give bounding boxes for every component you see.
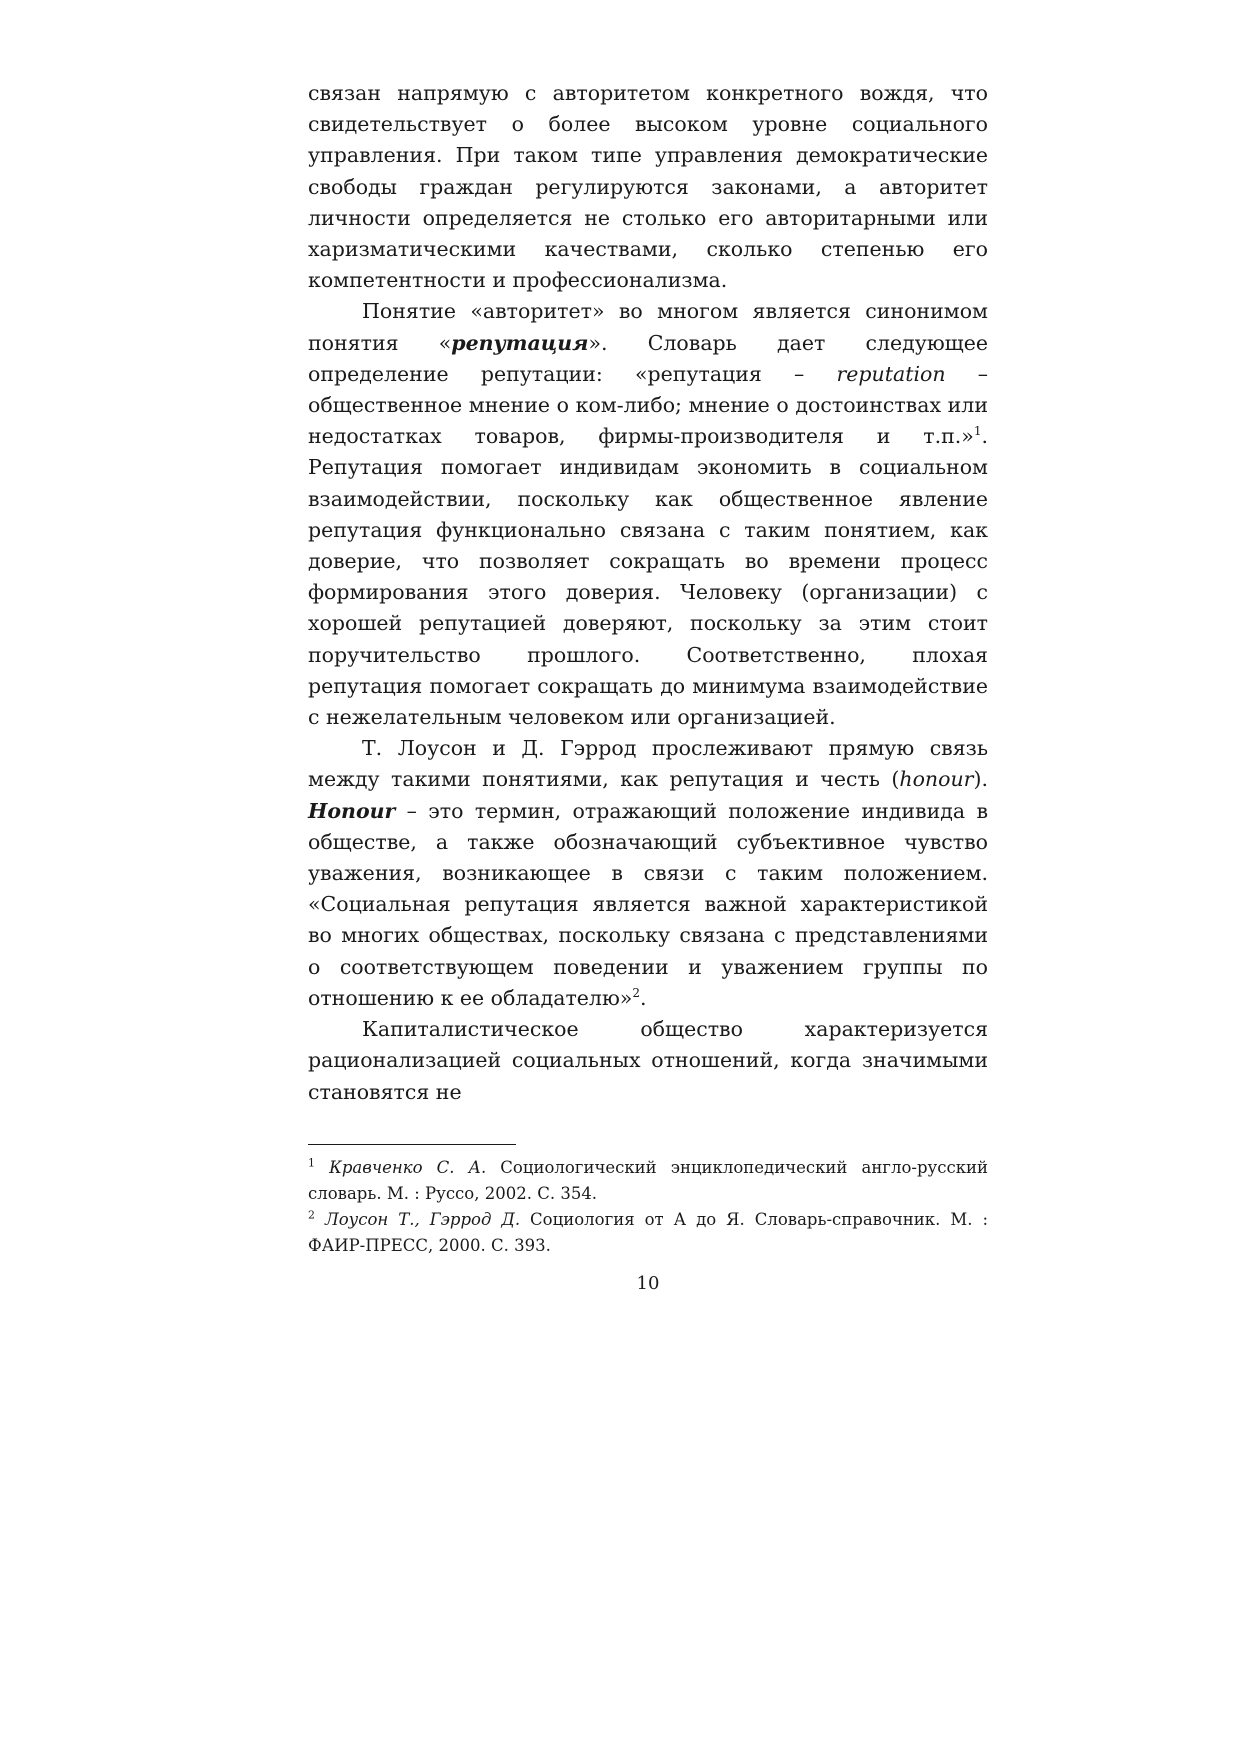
- paragraph-2-definition: – общественное мнение о ком-либо; мнение о достоинствах или недостатках товаров, фирмы-производителя и т.п.»: [308, 361, 988, 449]
- footnote-2-number: 2: [308, 1208, 315, 1222]
- paragraph-3-separator: ).: [973, 767, 988, 792]
- footnote-1: [308, 1155, 988, 1207]
- paragraph-4: [308, 1014, 988, 1108]
- term-reputation-en: reputation: [836, 361, 946, 386]
- term-honour-en: honour: [899, 767, 974, 792]
- paragraph-2-intro: Понятие «авторитет» во многом является синонимом понятия «: [308, 299, 988, 355]
- paragraph-1: [308, 78, 988, 296]
- paragraph-1-text: связан напрямую с авторитетом конкретного вождя, что свидетельствует о более высоком уровне социального управления. При таком типе управления демократические свободы граждан регулируются законами, а авторитет личности определяется не столько его авторитарными или харизматическими качествами, сколько степенью его компетентности и профессионализма.: [308, 81, 988, 293]
- paragraph-3-rest: – это термин, отражающий положение индивида в обществе, а также обозначающий субъективное чувство уважения, возникающее в связи с таким положением. «Социальная репутация является важной характеристикой во многих обществах, поскольку связана с представлениями о соответствующем поведении и уважением группы по отношению к ее обладателю»: [308, 798, 988, 1010]
- paragraph-4-text: Капиталистическое общество характеризуется рационализацией социальных отношений, когда значимыми становятся не: [308, 1017, 988, 1104]
- footnote-1-text: Социологический энциклопедический англо-русский словарь. М. : Руссо, 2002. С. 354.: [308, 1157, 989, 1203]
- footnote-2-text: Социология от А до Я. Словарь-справочник. М. : ФАИР-ПРЕСС, 2000. С. 393.: [308, 1209, 988, 1255]
- footnote-1-author: Кравченко С. А.: [329, 1157, 487, 1177]
- footnote-2: [308, 1207, 988, 1259]
- footnote-ref-2[interactable]: 2: [632, 986, 640, 1001]
- paragraph-2-definition-lead: ». Словарь дает следующее определение репутации: «репутация –: [308, 330, 988, 386]
- page: [308, 78, 988, 1297]
- footnote-1-number: 1: [308, 1156, 315, 1170]
- paragraph-2: [308, 296, 988, 733]
- footnote-divider: [308, 1144, 516, 1145]
- term-honour-bold: Honour: [308, 798, 396, 823]
- paragraph-3-end: .: [639, 985, 647, 1010]
- footnote-2-author: Лоусон Т., Гэррод Д.: [324, 1209, 521, 1229]
- paragraph-3: [308, 733, 988, 1014]
- paragraph-3-intro: Т. Лоусон и Д. Гэррод прослеживают прямую связь между такими понятиями, как репутация и честь (: [308, 736, 988, 792]
- paragraph-2-rest: . Репутация помогает индивидам экономить в социальном взаимодействии, поскольку как общественное явление репутация функционально связана с таким понятием, как доверие, что позволяет сокращать во времени процесс формирования этого доверия. Человеку (организации) с хорошей репутацией доверяют, поскольку за этим стоит поручительство прошлого. Соответственно, плохая репутация помогает сокращать до минимума взаимодействие с нежелательным человеком или организацией.: [308, 424, 988, 730]
- footnote-ref-1[interactable]: 1: [973, 424, 982, 439]
- term-reputation-ru: репутация: [451, 330, 589, 355]
- page-number: 10: [636, 1272, 660, 1294]
